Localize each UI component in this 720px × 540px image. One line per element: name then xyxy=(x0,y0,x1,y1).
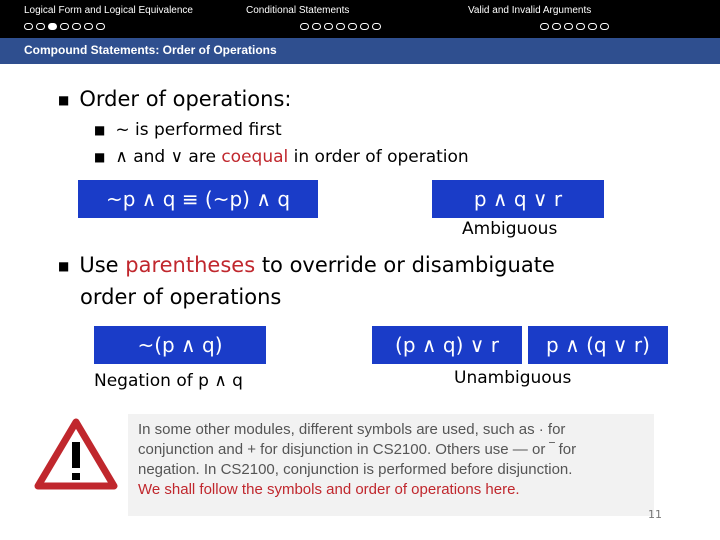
nav-dot[interactable] xyxy=(300,23,309,30)
bullet-use-parentheses-line2: order of operations xyxy=(80,285,282,309)
nav-dot[interactable] xyxy=(348,23,357,30)
nav-section-conditional[interactable]: Conditional Statements xyxy=(246,5,350,16)
formula-box-left-grouping: (p ∧ q) ∨ r xyxy=(372,326,522,364)
nav-dot[interactable] xyxy=(360,23,369,30)
warning-line-3: negation. In CS2100, conjunction is performed before disjunction. xyxy=(138,461,573,478)
warning-note-text xyxy=(138,420,648,500)
nav-dot[interactable] xyxy=(600,23,609,30)
slide-subtitle: Compound Statements: Order of Operations xyxy=(24,43,277,57)
nav-dot[interactable] xyxy=(24,23,33,30)
nav-dot[interactable] xyxy=(564,23,573,30)
warning-line-4: We shall follow the symbols and order of operations here. xyxy=(138,481,520,498)
page-number: 11 xyxy=(648,508,662,521)
nav-section-logical-form[interactable]: Logical Form and Logical Equivalence xyxy=(24,5,193,16)
nav-dot-current[interactable] xyxy=(48,23,57,30)
sub-bullet-text: ~ is performed first xyxy=(115,120,282,140)
formula-box-ambiguous: p ∧ q ∨ r xyxy=(432,180,604,218)
nav-dot[interactable] xyxy=(576,23,585,30)
warning-line-2: conjunction and + for disjunction in CS2100. Others use — or ‾ for xyxy=(138,441,577,458)
nav-dot[interactable] xyxy=(336,23,345,30)
nav-dot[interactable] xyxy=(96,23,105,30)
nav-dot[interactable] xyxy=(72,23,81,30)
nav-dots-valid-arguments xyxy=(540,23,609,31)
nav-dot[interactable] xyxy=(324,23,333,30)
nav-dots-logical-form xyxy=(24,23,105,31)
sub-bullet-negation-first xyxy=(94,120,282,140)
nav-dot[interactable] xyxy=(36,23,45,30)
label-negation: Negation of p ∧ q xyxy=(94,371,243,391)
bullet-text: Order of operations: xyxy=(79,87,292,111)
sub-bullet-coequal xyxy=(94,147,469,167)
nav-section-valid-arguments[interactable]: Valid and Invalid Arguments xyxy=(468,5,592,16)
bullet-square-icon: ■ xyxy=(58,259,70,273)
bullet-square-icon: ■ xyxy=(94,150,106,164)
nav-dot[interactable] xyxy=(552,23,561,30)
nav-dots-conditional xyxy=(300,23,381,31)
nav-dot[interactable] xyxy=(60,23,69,30)
label-unambiguous: Unambiguous xyxy=(454,368,572,388)
bullet-order-of-operations xyxy=(58,87,291,111)
warning-icon xyxy=(34,418,118,490)
bullet-text-post: to override or disambiguate xyxy=(255,253,555,277)
sub-bullet-text-post: in order of operation xyxy=(288,147,469,167)
formula-box-negation: ~(p ∧ q) xyxy=(94,326,266,364)
nav-dot[interactable] xyxy=(588,23,597,30)
nav-dot[interactable] xyxy=(312,23,321,30)
nav-dot[interactable] xyxy=(540,23,549,30)
nav-dot[interactable] xyxy=(84,23,93,30)
formula-box-equivalence: ~p ∧ q ≡ (~p) ∧ q xyxy=(78,180,318,218)
sub-bullet-text-emphasis: coequal xyxy=(221,147,289,167)
label-ambiguous: Ambiguous xyxy=(462,219,558,239)
bullet-square-icon: ■ xyxy=(94,123,106,137)
bullet-use-parentheses xyxy=(58,253,555,277)
bullet-text-pre: Use xyxy=(79,253,126,277)
warning-line-1: In some other modules, different symbols are used, such as · for xyxy=(138,421,566,438)
formula-box-right-grouping: p ∧ (q ∨ r) xyxy=(528,326,668,364)
nav-dot[interactable] xyxy=(372,23,381,30)
sub-bullet-text-pre: ∧ and ∨ are xyxy=(115,147,222,167)
bullet-text-emphasis: parentheses xyxy=(125,253,256,277)
bullet-square-icon: ■ xyxy=(58,93,70,107)
